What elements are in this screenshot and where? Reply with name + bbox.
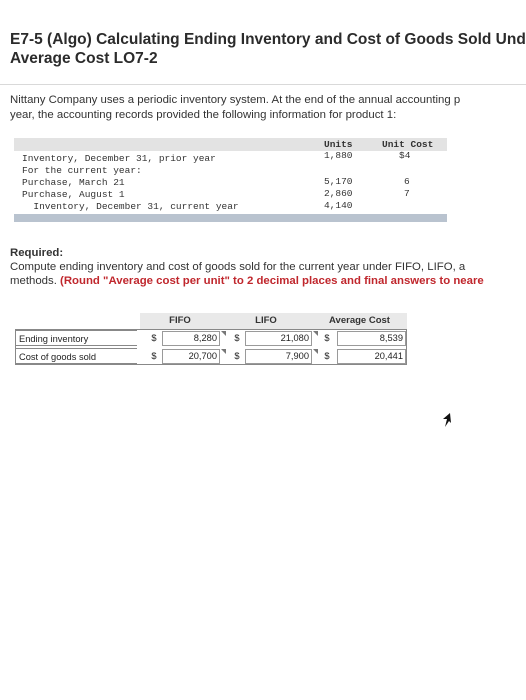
cell-flag-icon: [313, 331, 318, 336]
required-instructions: [10, 246, 526, 288]
cell-flag-icon: [313, 349, 318, 354]
currency-symbol: $: [234, 351, 240, 361]
header-lifo: LIFO: [220, 313, 312, 329]
required-line-2: [10, 274, 526, 288]
row-unit-cost: 7: [404, 188, 410, 199]
required-line-2-prefix: methods.: [10, 275, 61, 287]
fifo-ending-inventory-input[interactable]: 8,280: [162, 331, 220, 346]
intro-line-2: year, the accounting records provided the following information for product 1:: [10, 109, 397, 121]
table-row: [15, 348, 407, 365]
row-label-ending-inventory: Ending inventory: [15, 330, 137, 346]
intro-line-1: Nittany Company uses a periodic inventory system. At the end of the annual accounting p: [10, 94, 461, 106]
header-fifo: FIFO: [140, 313, 220, 329]
row-units: 5,170: [324, 176, 353, 187]
title-line-2: Average Cost LO7-2: [10, 50, 158, 67]
average-cogs-input[interactable]: 20,441: [337, 349, 406, 364]
row-units: 2,860: [324, 188, 353, 199]
row-unit-cost: $4: [399, 150, 411, 161]
cell-flag-icon: [221, 331, 226, 336]
currency-symbol: $: [151, 351, 157, 361]
title-line-1: E7-5 (Algo) Calculating Ending Inventory and Cost of Goods Sold Und: [10, 31, 526, 48]
units-header: Units: [324, 139, 353, 150]
inventory-data-table: [14, 138, 447, 224]
fifo-cogs-input[interactable]: 20,700: [162, 349, 220, 364]
table-row: [15, 330, 407, 347]
row-label: For the current year:: [22, 165, 142, 176]
row-label: Inventory, December 31, prior year: [22, 153, 216, 164]
average-ending-inventory-input[interactable]: 8,539: [337, 331, 406, 346]
row-label: Purchase, August 1: [22, 189, 125, 200]
table-footer-bar: [14, 214, 447, 222]
divider: [0, 84, 526, 85]
row-label: Inventory, December 31, current year: [22, 201, 239, 212]
cell-flag-icon: [221, 349, 226, 354]
rounding-instruction: (Round "Average cost per unit" to 2 decimal places and final answers to neare: [60, 275, 484, 287]
arrow-cursor-icon: [441, 411, 457, 431]
currency-symbol: $: [234, 333, 240, 343]
lifo-ending-inventory-input[interactable]: 21,080: [245, 331, 312, 346]
row-label: Purchase, March 21: [22, 177, 125, 188]
answer-grid: [15, 313, 407, 368]
currency-symbol: $: [324, 351, 330, 361]
row-unit-cost: 6: [404, 176, 410, 187]
header-average-cost: Average Cost: [312, 313, 407, 329]
problem-intro: [10, 93, 526, 123]
unit-cost-header: Unit Cost: [382, 139, 434, 150]
currency-symbol: $: [324, 333, 330, 343]
row-units: 4,140: [324, 200, 353, 211]
row-label-cost-of-goods-sold: Cost of goods sold: [15, 348, 137, 364]
required-line-1: Compute ending inventory and cost of goods sold for the current year under FIFO, LIFO, a: [10, 261, 466, 273]
lifo-cogs-input[interactable]: 7,900: [245, 349, 312, 364]
row-units: 1,880: [324, 150, 353, 161]
page-title: [10, 30, 526, 68]
required-label: Required:: [10, 247, 64, 259]
currency-symbol: $: [151, 333, 157, 343]
